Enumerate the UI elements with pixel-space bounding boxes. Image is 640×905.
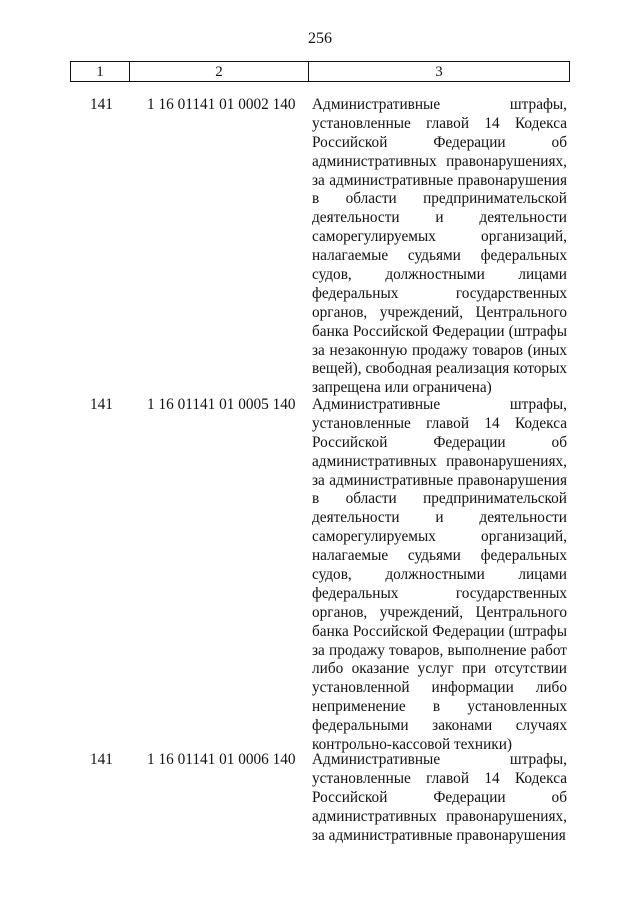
page-number: 256 [308,30,332,47]
description-line: Российской Федерации об [312,133,567,151]
description-line: налагаемые судьями федеральных [312,247,567,265]
description-line: установленные главой 14 Кодекса [312,114,567,132]
description-line: установленные главой 14 Кодекса [312,769,567,787]
description-line: за незаконную продажу товаров (иных [312,341,567,359]
row-number: 141 [90,751,113,768]
description-line: федеральных государственных [312,584,567,602]
description-line: установленной информации либо [312,679,567,697]
description-line: за административные правонарушения [312,826,566,844]
row-description [312,751,567,845]
description-line: Российской Федерации об [312,788,567,806]
description-line: вещей), свободная реализация которых [312,360,567,378]
row-description [312,96,567,398]
description-line: неприменение в установленных [312,698,567,716]
description-line: Административные штрафы, [312,396,567,413]
description-line: саморегулируемых организаций, [312,528,567,546]
column-header-3: 3 [309,62,570,82]
description-line: запрещена или ограничена) [312,379,492,397]
description-line: административных правонарушениях, [312,807,567,825]
description-line: органов, учреждений, Центрального [312,603,567,621]
column-header-table [70,61,570,82]
description-line: за административные правонарушения [312,171,567,189]
description-line: налагаемые судьями федеральных [312,547,567,565]
description-line: за продажу товаров, выполнение работ [312,641,567,659]
description-line: установленные главой 14 Кодекса [312,414,567,432]
description-line: банка Российской Федерации (штрафы [312,622,567,640]
budget-code: 1 16 01141 01 0005 140 [147,396,296,413]
budget-code: 1 16 01141 01 0006 140 [147,751,296,768]
description-line: банка Российской Федерации (штрафы [312,322,567,340]
column-header-1: 1 [71,62,130,82]
column-header-2: 2 [130,62,309,82]
row-number: 141 [90,96,113,113]
description-line: либо оказание услуг при отсутствии [312,660,567,678]
description-line: Административные штрафы, [312,96,567,113]
description-line: административных правонарушениях, [312,452,567,470]
description-line: за административные правонарушения [312,471,567,489]
description-line: в области предпринимательской [312,190,567,208]
description-line: Российской Федерации об [312,433,567,451]
description-line: административных правонарушениях, [312,152,567,170]
description-line: федеральными законами случаях [312,717,567,735]
description-line: федеральных государственных [312,284,567,302]
description-line: Административные штрафы, [312,751,567,768]
row-description [312,396,567,755]
budget-code: 1 16 01141 01 0002 140 [147,96,296,113]
description-line: деятельности и деятельности [312,209,567,227]
description-line: судов, должностными лицами [312,266,567,284]
row-number: 141 [90,396,113,413]
column-header-row [71,62,570,82]
description-line: контрольно-кассовой техники) [312,736,512,754]
description-line: деятельности и деятельности [312,509,567,527]
description-line: органов, учреждений, Центрального [312,303,567,321]
description-line: в области предпринимательской [312,490,567,508]
description-line: судов, должностными лицами [312,566,567,584]
description-line: саморегулируемых организаций, [312,228,567,246]
